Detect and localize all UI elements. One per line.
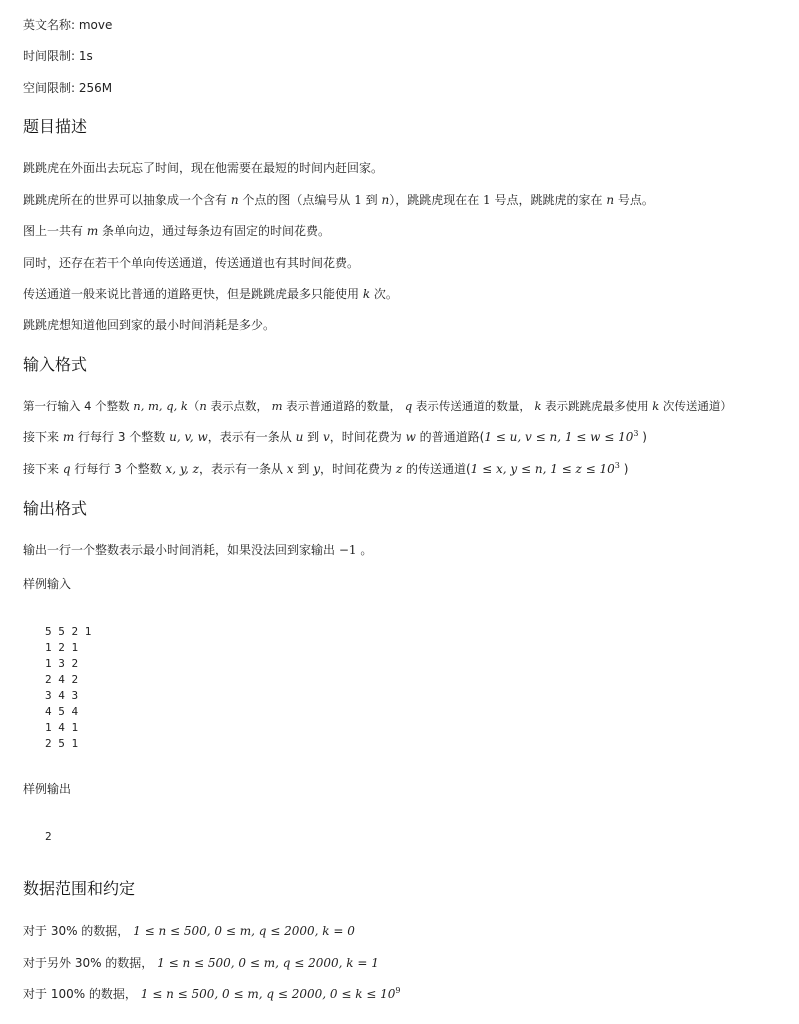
description-p5: 传送通道一般来说比普通的道路更快，但是跳跳虎最多只能使用 k 次。 <box>23 287 398 301</box>
code-line: 2 5 1 <box>45 737 79 750</box>
constraint-2: 对于另外 30% 的数据， 1 ≤ n ≤ 500, 0 ≤ m, q ≤ 2000, k = 1 <box>23 956 379 970</box>
output-line: 输出一行一个整数表示最小时间消耗，如果没法回到家输出 −1 。 <box>23 543 373 557</box>
input-line-3: 接下来 q 行每行 3 个整数 x, y, z，表示有一条从 x 到 y，时间花费为 z 的传送通道(1 ≤ x, y ≤ n, $1 \le z \le 10^3$ ) <box>23 461 629 476</box>
code-line: 1 2 1 <box>45 641 79 654</box>
code-line: 1 4 1 <box>45 721 79 734</box>
constraint-3: 对于 100% 的数据， 1 ≤ n ≤ 500, 0 ≤ m, q ≤ 2000, $0 \le k \le 10^9$ <box>23 986 401 1001</box>
input-heading: 输入格式 <box>23 355 88 374</box>
input-line-1: 第一行输入 4 个整数 n, m, q, k（n 表示点数， m 表示普通道路的数量， q 表示传送通道的数量， k 表示跳跳虎最多使用 k 次传送通道） <box>23 399 732 413</box>
code-line: 2 4 2 <box>45 673 79 686</box>
input-line-2: 接下来 m 行每行 3 个整数 u, v, w，表示有一条从 u 到 v，时间花费为 w 的普通道路(1 ≤ u, v ≤ n, $1 \le w \le 10^3$ ) <box>23 429 647 444</box>
code-line: 1 3 2 <box>45 657 79 670</box>
description-p3: 图上一共有 m 条单向边，通过每条边有固定的时间花费。 <box>23 224 331 238</box>
description-p2: 跳跳虎所在的世界可以抽象成一个含有 n 个点的图（点编号从 1 到 n），跳跳虎现在在 1 号点，跳跳虎的家在 n 号点。 <box>23 193 654 207</box>
code-line: 3 4 3 <box>45 689 79 702</box>
memory-limit: 空间限制: 256M <box>23 81 113 95</box>
description-p4: 同时，还存在若干个单向传送通道，传送通道也有其时间花费。 <box>23 256 360 270</box>
description-heading: 题目描述 <box>23 117 88 136</box>
code-line: 4 5 4 <box>45 705 79 718</box>
description-p1: 跳跳虎在外面出去玩忘了时间，现在他需要在最短的时间内赶回家。 <box>23 161 384 175</box>
sample-output-code <box>45 829 52 845</box>
time-limit: 时间限制: 1s <box>23 49 93 63</box>
sample-input-heading: 样例输入 <box>23 577 72 591</box>
output-heading: 输出格式 <box>23 499 88 518</box>
sample-input-code <box>45 624 91 752</box>
constraint-1: 对于 30% 的数据， 1 ≤ n ≤ 500, 0 ≤ m, q ≤ 2000, k = 0 <box>23 924 355 938</box>
constraints-heading: 数据范围和约定 <box>23 879 136 898</box>
sample-output-heading: 样例输出 <box>23 782 72 796</box>
description-p6: 跳跳虎想知道他回到家的最小时间消耗是多少。 <box>23 318 276 332</box>
english-name: 英文名称: move <box>23 18 113 32</box>
code-line: 5 5 2 1 <box>45 625 92 638</box>
code-line: 2 <box>45 830 52 843</box>
